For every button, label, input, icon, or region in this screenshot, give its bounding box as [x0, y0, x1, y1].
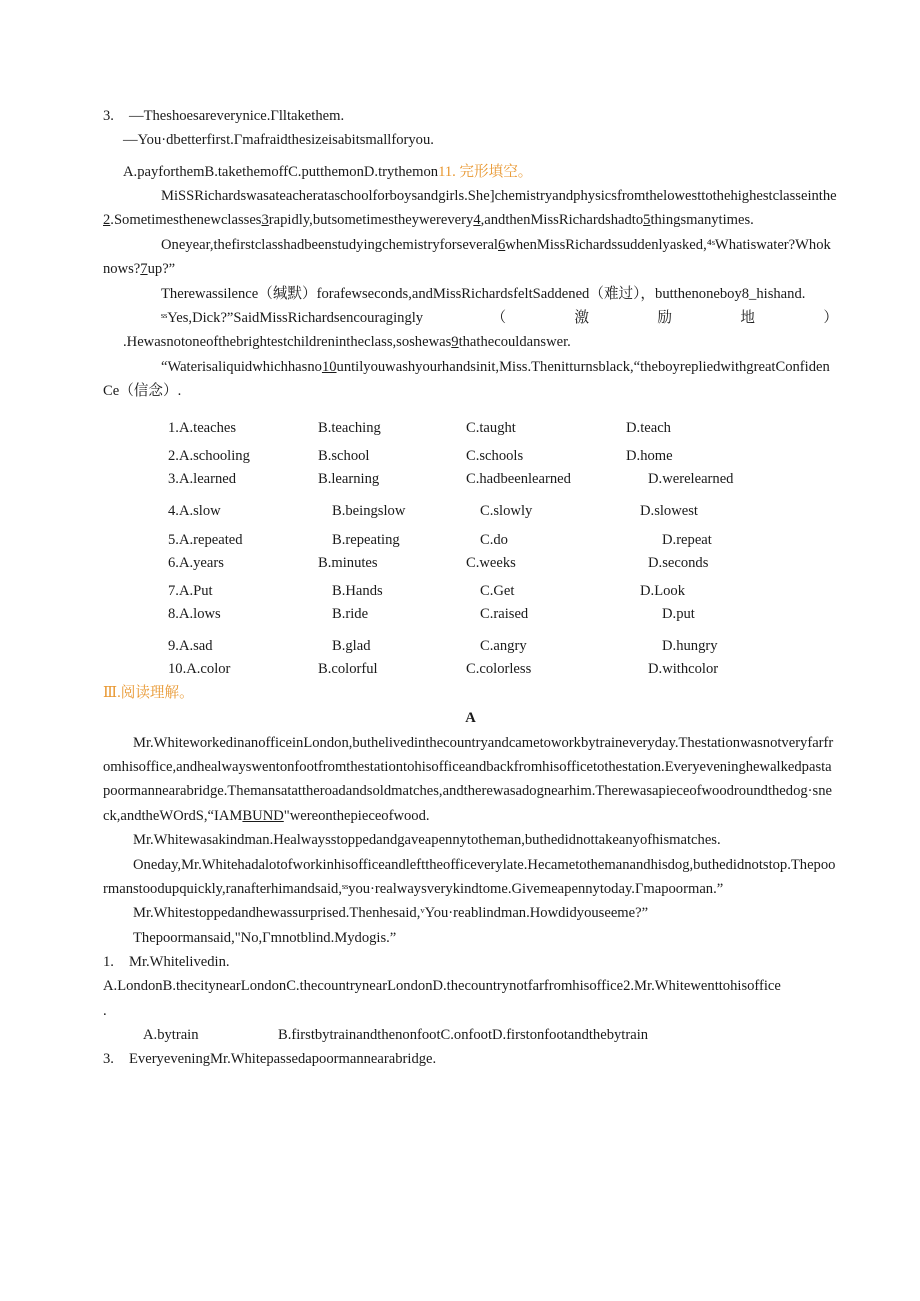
spacer: [103, 404, 838, 417]
question-3-options: A.payforthemB.takethemoffC.putthemonD.trythemon: [123, 164, 439, 180]
option-c[interactable]: C.do: [480, 532, 508, 549]
text-run: up?”: [147, 261, 176, 278]
reading-section-label: Ⅲ.阅读理解。: [103, 684, 194, 701]
option-c[interactable]: C.slowly: [480, 503, 533, 520]
cloze-para-2: [103, 233, 838, 282]
option-b[interactable]: B.teaching: [318, 419, 381, 436]
reading-para-3: [103, 853, 838, 902]
reading-question-1-stem: Mr.Whitelivedin.: [129, 954, 230, 971]
text-run: "wereonthepieceofwood.: [283, 807, 430, 824]
option-d[interactable]: D.put: [662, 605, 695, 622]
reading-passage-title: A: [465, 709, 476, 726]
option-c[interactable]: C.hadbeenlearned: [466, 470, 571, 487]
cloze-option-row: [168, 658, 838, 681]
cloze-option-row: [168, 417, 838, 440]
option-c[interactable]: C.schools: [466, 448, 524, 465]
option-c[interactable]: C.taught: [466, 419, 516, 436]
option-c[interactable]: C.raised: [480, 605, 529, 622]
option-b[interactable]: B.learning: [318, 470, 380, 487]
option-c[interactable]: C.angry: [480, 638, 527, 655]
blank-number: 3: [261, 212, 269, 229]
text-run: ˢˢYes,Dick?”SaidMissRichardsencouragingly（激励地）: [161, 310, 838, 327]
text-run: thingsmanytimes.: [650, 212, 754, 229]
cloze-option-row: [168, 580, 838, 603]
option-a[interactable]: 7.A.Put: [168, 583, 213, 600]
question-3-options-line: [103, 160, 838, 184]
reading-question-3-stem: EveryeveningMr.Whitepassedapoormannearabridge.: [129, 1050, 437, 1067]
option-b[interactable]: B.ride: [332, 605, 369, 622]
option-a[interactable]: A.bytrain: [143, 1026, 199, 1043]
question-3-text-2: —You·dbetterfirst.Γmafraidthesizeisabitsmallforyou.: [123, 132, 434, 148]
question-3-block: [103, 104, 838, 184]
text-run: ]: [489, 188, 495, 204]
cloze-option-row: [168, 552, 838, 575]
options-bcd[interactable]: B.firstbytrainandthenonfootC.onfootD.firstonfootandthebytrain: [278, 1026, 649, 1043]
cloze-option-row: [168, 468, 838, 491]
reading-question-1-number: 1.: [103, 954, 114, 971]
option-a[interactable]: 10.A.color: [168, 661, 231, 677]
option-a[interactable]: 3.A.learned: [168, 470, 237, 487]
cloze-para-5: [103, 330, 838, 354]
option-b[interactable]: B.Hands: [332, 583, 383, 600]
blank-number: 6: [497, 236, 506, 253]
text-run: Mr.Whitestoppedandhewassurprised.Thenhesaid,ᵛYou·reablindman.Howdidyouseeme?”: [133, 905, 649, 922]
cloze-para-1: [103, 184, 838, 233]
option-d[interactable]: D.Look: [640, 583, 685, 600]
option-c[interactable]: C.colorless: [466, 661, 532, 677]
option-d[interactable]: D.repeat: [662, 532, 712, 549]
text-run: Oneyear,thefirstclasshadbeenstudyingchemistryforseveral: [161, 236, 498, 253]
option-b[interactable]: B.school: [318, 448, 370, 465]
text-run: “Waterisaliquidwhichhasno: [161, 358, 322, 375]
cloze-option-row: [168, 529, 838, 552]
option-a[interactable]: 4.A.slow: [168, 503, 221, 520]
text-run: Oneday,Mr.Whitehadalotofworkinhisofficeandlefttheofficeverylate.Hecametothemanandhisdog,buthedidnotstop.Thepoormanstoodupquickly,ranafterhimandsaid,ˢˢyou·realwaysverykindtome.Givemeapennytoday.Γmapoorman.”: [103, 856, 836, 898]
option-d[interactable]: D.hungry: [662, 638, 718, 655]
reading-question-2-options[interactable]: [103, 1023, 838, 1047]
blank-number: BUND: [242, 807, 284, 824]
option-d[interactable]: D.withcolor: [648, 661, 719, 677]
option-a[interactable]: 6.A.years: [168, 554, 224, 571]
reading-question-3-number: 3.: [103, 1050, 114, 1067]
blank-number: 7: [140, 261, 148, 278]
text-run: MiSSRichardswasateacherataschoolforboysandgirls.She: [161, 188, 490, 204]
option-a[interactable]: 1.A.teaches: [168, 419, 237, 436]
text-run: ,andthenMissRichardshadto: [480, 212, 644, 229]
option-d[interactable]: D.teach: [626, 419, 671, 436]
spacer: [168, 490, 838, 500]
reading-para-4: [103, 901, 838, 925]
option-b[interactable]: B.beingslow: [332, 503, 406, 520]
cloze-para-6: [103, 355, 838, 404]
text-run: rapidly,butsometimestheywerevery: [268, 212, 474, 229]
reading-passage: [103, 731, 838, 951]
option-a[interactable]: 8.A.lows: [168, 605, 221, 622]
cloze-option-row: [168, 445, 838, 468]
blank-number: 10: [321, 358, 337, 375]
text-run: chemistryandphysicsfromthelowesttothehighestclasseinthe: [494, 188, 837, 204]
option-b[interactable]: B.repeating: [332, 532, 400, 549]
text-run: thathecouldanswer.: [458, 334, 571, 351]
question-3-text-1: —Theshoesareverynice.Γlltakethem.: [129, 108, 345, 124]
text-run: Mr.Whitewasakindman.Healwaysstoppedandgaveapennytotheman,buthedidnottakeanyofhismatches.: [133, 832, 721, 849]
reading-para-1: [103, 731, 838, 829]
reading-question-1: [103, 950, 838, 974]
option-a[interactable]: 2.A.schooling: [168, 448, 250, 465]
reading-para-5: [103, 926, 838, 950]
cloze-passage: [103, 184, 838, 404]
text-run: Thepoormansaid,"No,Γmnotblind.Mydogis.”: [133, 929, 397, 946]
cloze-option-row: [168, 635, 838, 658]
blank-number: 2: [103, 212, 111, 229]
text-run: .Hewasnotoneofthebrightestchildrenintheclass,soshewas: [123, 334, 452, 351]
blank-number: 4: [473, 212, 481, 229]
spacer: [168, 625, 838, 635]
text-run: Mr.WhiteworkedinanofficeinLondon,buthelivedinthecountryandcametoworkbytraineveryday.Thestationwasnotveryfarfromhisoffice,andhealwayswentonfootfromthestationtohisofficeandbackfromhisofficetothestation.Everyeveninghewalkedpastapoormannearabridge.Themansatattheroadandsoldmatches,andtherewasadognearhim.Therewasapieceofwoodroundthedog·sneck,andtheWOrdS,“IAM: [103, 734, 834, 824]
cloze-option-row: [168, 500, 838, 523]
cloze-para-4: [103, 306, 838, 330]
text-run: .Sometimesthenewclasses: [110, 212, 262, 229]
text-run: untilyouwashyourhandsinit,Miss.Thenitturnsblack,“theboyrepliedwithgreatConfidenCe（信念）.: [103, 358, 830, 400]
question-3-line-1: [103, 104, 838, 128]
text-run: Therewassilence（缄默）forafewseconds,andMissRichardsfeltSaddened（难过），butthenoneboy8_hishand.: [161, 285, 806, 302]
option-d[interactable]: D.werelearned: [648, 470, 734, 487]
cloze-options-list: [103, 417, 838, 681]
option-b[interactable]: B.minutes: [318, 554, 378, 571]
option-d[interactable]: D.home: [626, 448, 673, 465]
question-3-number: 3.: [103, 108, 114, 124]
reading-question-3: [103, 1047, 838, 1071]
cloze-section-label: 11. 完形填空。: [438, 164, 533, 180]
option-c[interactable]: C.Get: [480, 583, 515, 600]
option-a[interactable]: 5.A.repeated: [168, 532, 243, 549]
text-run: whenMissRichardssuddenlyasked,⁴ˢWhatiswater?Whoknows?: [103, 236, 831, 278]
question-3-line-2: [103, 128, 838, 152]
option-d[interactable]: D.seconds: [648, 554, 709, 571]
option-d[interactable]: D.slowest: [640, 503, 698, 520]
cloze-option-row: [168, 603, 838, 626]
cloze-para-3: [103, 282, 838, 306]
reading-questions: [103, 950, 838, 1070]
blank-number: 5: [643, 212, 651, 229]
reading-para-2: [103, 828, 838, 852]
reading-question-2-blank: .: [103, 1002, 107, 1019]
blank-number: 9: [451, 334, 459, 351]
option-a[interactable]: 9.A.sad: [168, 638, 213, 655]
option-b[interactable]: B.colorful: [318, 661, 378, 677]
option-b[interactable]: B.glad: [332, 638, 371, 655]
reading-question-1-options[interactable]: A.LondonB.thecitynearLondonC.thecountrynearLondonD.thecountrynotfarfromhisoffice2.Mr.Whitewenttohisoffice: [103, 978, 781, 995]
spacer: [103, 152, 838, 160]
option-c[interactable]: C.weeks: [466, 554, 516, 571]
